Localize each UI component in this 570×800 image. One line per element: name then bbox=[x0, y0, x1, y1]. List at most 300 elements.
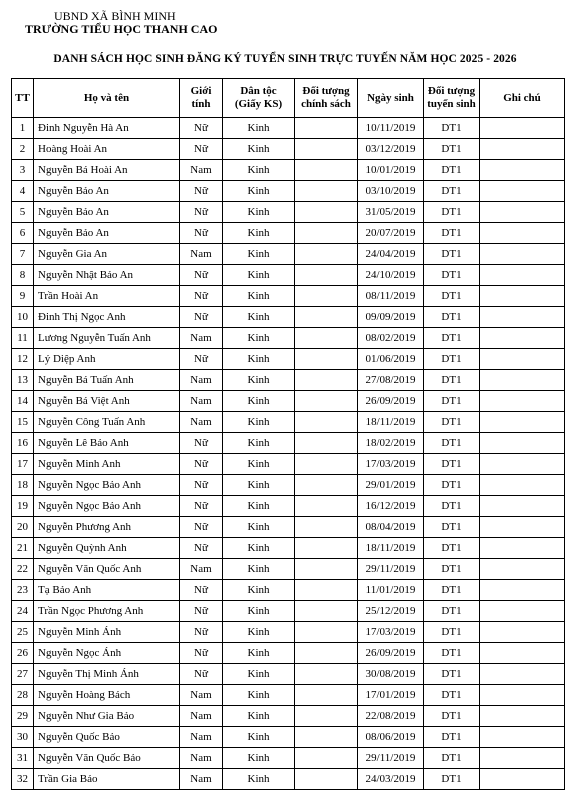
cell-tt: 31 bbox=[12, 748, 34, 769]
column-header-note: Ghi chú bbox=[480, 79, 565, 118]
cell-tt: 18 bbox=[12, 475, 34, 496]
cell-tt: 15 bbox=[12, 412, 34, 433]
cell-name: Nguyễn Bảo An bbox=[34, 202, 180, 223]
table-row bbox=[12, 181, 565, 202]
cell-note bbox=[480, 118, 565, 139]
cell-dob: 17/03/2019 bbox=[358, 622, 424, 643]
cell-policy bbox=[295, 538, 358, 559]
cell-policy bbox=[295, 244, 358, 265]
cell-target: DT1 bbox=[424, 580, 480, 601]
cell-ethnic: Kinh bbox=[223, 454, 295, 475]
cell-name: Nguyễn Bá Tuấn Anh bbox=[34, 370, 180, 391]
cell-target: DT1 bbox=[424, 223, 480, 244]
cell-ethnic: Kinh bbox=[223, 202, 295, 223]
cell-gender: Nữ bbox=[180, 202, 223, 223]
cell-ethnic: Kinh bbox=[223, 160, 295, 181]
cell-dob: 27/08/2019 bbox=[358, 370, 424, 391]
cell-name: Hoàng Hoài An bbox=[34, 139, 180, 160]
cell-gender: Nữ bbox=[180, 223, 223, 244]
cell-note bbox=[480, 349, 565, 370]
cell-ethnic: Kinh bbox=[223, 601, 295, 622]
cell-target: DT1 bbox=[424, 244, 480, 265]
column-header-dob: Ngày sinh bbox=[358, 79, 424, 118]
cell-name: Lý Diệp Anh bbox=[34, 349, 180, 370]
cell-gender: Nữ bbox=[180, 433, 223, 454]
cell-note bbox=[480, 727, 565, 748]
table-row bbox=[12, 643, 565, 664]
table-row bbox=[12, 685, 565, 706]
table-row bbox=[12, 622, 565, 643]
cell-name: Đinh Thị Ngọc Anh bbox=[34, 307, 180, 328]
cell-name: Trần Gia Bảo bbox=[34, 769, 180, 790]
cell-tt: 7 bbox=[12, 244, 34, 265]
cell-gender: Nữ bbox=[180, 181, 223, 202]
cell-tt: 5 bbox=[12, 202, 34, 223]
cell-target: DT1 bbox=[424, 769, 480, 790]
cell-note bbox=[480, 622, 565, 643]
cell-name: Nguyễn Văn Quốc Bảo bbox=[34, 748, 180, 769]
table-row bbox=[12, 412, 565, 433]
cell-note bbox=[480, 160, 565, 181]
table-row bbox=[12, 328, 565, 349]
cell-note bbox=[480, 685, 565, 706]
cell-name: Nguyễn Ngọc Bảo Anh bbox=[34, 475, 180, 496]
cell-target: DT1 bbox=[424, 328, 480, 349]
cell-target: DT1 bbox=[424, 391, 480, 412]
cell-ethnic: Kinh bbox=[223, 307, 295, 328]
cell-dob: 16/12/2019 bbox=[358, 496, 424, 517]
cell-policy bbox=[295, 496, 358, 517]
cell-policy bbox=[295, 286, 358, 307]
cell-tt: 22 bbox=[12, 559, 34, 580]
cell-dob: 18/11/2019 bbox=[358, 538, 424, 559]
cell-policy bbox=[295, 685, 358, 706]
cell-name: Nguyễn Ngọc Ánh bbox=[34, 643, 180, 664]
table-row bbox=[12, 370, 565, 391]
cell-ethnic: Kinh bbox=[223, 706, 295, 727]
cell-dob: 03/12/2019 bbox=[358, 139, 424, 160]
table-row bbox=[12, 139, 565, 160]
cell-ethnic: Kinh bbox=[223, 475, 295, 496]
cell-name: Nguyễn Ngọc Bảo Anh bbox=[34, 496, 180, 517]
cell-gender: Nữ bbox=[180, 622, 223, 643]
cell-target: DT1 bbox=[424, 748, 480, 769]
cell-name: Nguyễn Văn Quốc Anh bbox=[34, 559, 180, 580]
table-row bbox=[12, 538, 565, 559]
cell-policy bbox=[295, 580, 358, 601]
cell-target: DT1 bbox=[424, 118, 480, 139]
cell-note bbox=[480, 559, 565, 580]
cell-policy bbox=[295, 412, 358, 433]
cell-gender: Nữ bbox=[180, 454, 223, 475]
cell-note bbox=[480, 454, 565, 475]
cell-policy bbox=[295, 118, 358, 139]
cell-policy bbox=[295, 559, 358, 580]
cell-ethnic: Kinh bbox=[223, 139, 295, 160]
cell-gender: Nữ bbox=[180, 601, 223, 622]
cell-note bbox=[480, 706, 565, 727]
cell-note bbox=[480, 475, 565, 496]
cell-note bbox=[480, 244, 565, 265]
cell-ethnic: Kinh bbox=[223, 643, 295, 664]
cell-target: DT1 bbox=[424, 643, 480, 664]
cell-policy bbox=[295, 727, 358, 748]
cell-tt: 20 bbox=[12, 517, 34, 538]
cell-dob: 08/02/2019 bbox=[358, 328, 424, 349]
cell-tt: 10 bbox=[12, 307, 34, 328]
cell-ethnic: Kinh bbox=[223, 727, 295, 748]
cell-ethnic: Kinh bbox=[223, 748, 295, 769]
cell-gender: Nữ bbox=[180, 517, 223, 538]
cell-name: Nguyễn Nhật Bảo An bbox=[34, 265, 180, 286]
column-header-gender: Giới tính bbox=[180, 79, 223, 118]
cell-note bbox=[480, 769, 565, 790]
cell-policy bbox=[295, 601, 358, 622]
cell-dob: 29/01/2019 bbox=[358, 475, 424, 496]
cell-dob: 17/01/2019 bbox=[358, 685, 424, 706]
cell-target: DT1 bbox=[424, 496, 480, 517]
table-row bbox=[12, 769, 565, 790]
cell-target: DT1 bbox=[424, 475, 480, 496]
cell-dob: 01/06/2019 bbox=[358, 349, 424, 370]
cell-note bbox=[480, 496, 565, 517]
cell-name: Nguyễn Công Tuấn Anh bbox=[34, 412, 180, 433]
column-header-tt: TT bbox=[12, 79, 34, 118]
cell-tt: 21 bbox=[12, 538, 34, 559]
table-row bbox=[12, 307, 565, 328]
cell-target: DT1 bbox=[424, 202, 480, 223]
cell-ethnic: Kinh bbox=[223, 433, 295, 454]
column-header-policy: Đối tượng chính sách bbox=[295, 79, 358, 118]
cell-ethnic: Kinh bbox=[223, 265, 295, 286]
cell-name: Lương Nguyễn Tuấn Anh bbox=[34, 328, 180, 349]
cell-dob: 26/09/2019 bbox=[358, 643, 424, 664]
cell-dob: 08/11/2019 bbox=[358, 286, 424, 307]
cell-policy bbox=[295, 391, 358, 412]
cell-policy bbox=[295, 475, 358, 496]
cell-policy bbox=[295, 223, 358, 244]
cell-dob: 24/04/2019 bbox=[358, 244, 424, 265]
cell-dob: 24/10/2019 bbox=[358, 265, 424, 286]
cell-policy bbox=[295, 517, 358, 538]
cell-dob: 29/11/2019 bbox=[358, 748, 424, 769]
cell-target: DT1 bbox=[424, 433, 480, 454]
cell-dob: 10/11/2019 bbox=[358, 118, 424, 139]
cell-target: DT1 bbox=[424, 622, 480, 643]
cell-gender: Nữ bbox=[180, 118, 223, 139]
cell-ethnic: Kinh bbox=[223, 664, 295, 685]
cell-tt: 12 bbox=[12, 349, 34, 370]
cell-target: DT1 bbox=[424, 664, 480, 685]
cell-ethnic: Kinh bbox=[223, 412, 295, 433]
cell-name: Nguyễn Bảo An bbox=[34, 223, 180, 244]
cell-tt: 29 bbox=[12, 706, 34, 727]
cell-tt: 13 bbox=[12, 370, 34, 391]
table-row bbox=[12, 454, 565, 475]
table-row bbox=[12, 244, 565, 265]
cell-policy bbox=[295, 748, 358, 769]
cell-gender: Nam bbox=[180, 160, 223, 181]
cell-gender: Nữ bbox=[180, 475, 223, 496]
cell-dob: 09/09/2019 bbox=[358, 307, 424, 328]
cell-target: DT1 bbox=[424, 538, 480, 559]
cell-target: DT1 bbox=[424, 286, 480, 307]
cell-ethnic: Kinh bbox=[223, 349, 295, 370]
cell-tt: 24 bbox=[12, 601, 34, 622]
cell-gender: Nam bbox=[180, 706, 223, 727]
cell-gender: Nam bbox=[180, 727, 223, 748]
cell-dob: 22/08/2019 bbox=[358, 706, 424, 727]
cell-target: DT1 bbox=[424, 370, 480, 391]
cell-gender: Nữ bbox=[180, 139, 223, 160]
cell-gender: Nữ bbox=[180, 286, 223, 307]
cell-name: Tạ Bảo Anh bbox=[34, 580, 180, 601]
cell-note bbox=[480, 580, 565, 601]
cell-name: Đinh Nguyễn Hà An bbox=[34, 118, 180, 139]
cell-gender: Nữ bbox=[180, 580, 223, 601]
cell-dob: 25/12/2019 bbox=[358, 601, 424, 622]
document-title: DANH SÁCH HỌC SINH ĐĂNG KÝ TUYỂN SINH TRỰC TUYẾN NĂM HỌC 2025 - 2026 bbox=[53, 53, 517, 65]
table-row bbox=[12, 202, 565, 223]
table-row bbox=[12, 160, 565, 181]
cell-target: DT1 bbox=[424, 160, 480, 181]
table-row bbox=[12, 349, 565, 370]
cell-ethnic: Kinh bbox=[223, 223, 295, 244]
school-name: TRƯỜNG TIỂU HỌC THANH CAO bbox=[25, 22, 218, 36]
cell-dob: 30/08/2019 bbox=[358, 664, 424, 685]
cell-policy bbox=[295, 622, 358, 643]
cell-target: DT1 bbox=[424, 139, 480, 160]
cell-dob: 29/11/2019 bbox=[358, 559, 424, 580]
cell-ethnic: Kinh bbox=[223, 118, 295, 139]
cell-policy bbox=[295, 307, 358, 328]
cell-gender: Nữ bbox=[180, 307, 223, 328]
cell-gender: Nữ bbox=[180, 496, 223, 517]
cell-tt: 25 bbox=[12, 622, 34, 643]
cell-name: Nguyễn Gia An bbox=[34, 244, 180, 265]
cell-name: Nguyễn Bá Hoài An bbox=[34, 160, 180, 181]
cell-policy bbox=[295, 454, 358, 475]
cell-note bbox=[480, 517, 565, 538]
cell-gender: Nam bbox=[180, 391, 223, 412]
cell-note bbox=[480, 664, 565, 685]
table-row bbox=[12, 727, 565, 748]
cell-dob: 26/09/2019 bbox=[358, 391, 424, 412]
cell-tt: 11 bbox=[12, 328, 34, 349]
cell-note bbox=[480, 643, 565, 664]
cell-ethnic: Kinh bbox=[223, 181, 295, 202]
cell-note bbox=[480, 286, 565, 307]
cell-name: Nguyễn Bảo An bbox=[34, 181, 180, 202]
cell-note bbox=[480, 328, 565, 349]
cell-dob: 08/06/2019 bbox=[358, 727, 424, 748]
cell-note bbox=[480, 370, 565, 391]
table-row bbox=[12, 286, 565, 307]
cell-gender: Nữ bbox=[180, 664, 223, 685]
cell-policy bbox=[295, 370, 358, 391]
table-row bbox=[12, 223, 565, 244]
table-row bbox=[12, 391, 565, 412]
cell-policy bbox=[295, 433, 358, 454]
cell-note bbox=[480, 139, 565, 160]
cell-policy bbox=[295, 664, 358, 685]
cell-ethnic: Kinh bbox=[223, 244, 295, 265]
cell-target: DT1 bbox=[424, 412, 480, 433]
cell-name: Nguyễn Như Gia Bảo bbox=[34, 706, 180, 727]
cell-gender: Nam bbox=[180, 685, 223, 706]
cell-dob: 10/01/2019 bbox=[358, 160, 424, 181]
cell-ethnic: Kinh bbox=[223, 370, 295, 391]
cell-tt: 3 bbox=[12, 160, 34, 181]
table-row bbox=[12, 118, 565, 139]
cell-ethnic: Kinh bbox=[223, 391, 295, 412]
cell-gender: Nam bbox=[180, 244, 223, 265]
cell-ethnic: Kinh bbox=[223, 538, 295, 559]
table-row bbox=[12, 433, 565, 454]
cell-tt: 19 bbox=[12, 496, 34, 517]
cell-tt: 4 bbox=[12, 181, 34, 202]
cell-dob: 08/04/2019 bbox=[358, 517, 424, 538]
cell-tt: 27 bbox=[12, 664, 34, 685]
cell-name: Nguyễn Lê Bảo Anh bbox=[34, 433, 180, 454]
cell-dob: 17/03/2019 bbox=[358, 454, 424, 475]
cell-tt: 2 bbox=[12, 139, 34, 160]
table-row bbox=[12, 475, 565, 496]
cell-note bbox=[480, 538, 565, 559]
cell-gender: Nam bbox=[180, 559, 223, 580]
cell-target: DT1 bbox=[424, 181, 480, 202]
cell-note bbox=[480, 181, 565, 202]
table-row bbox=[12, 265, 565, 286]
column-header-target: Đối tượng tuyển sinh bbox=[424, 79, 480, 118]
student-table bbox=[11, 78, 565, 790]
cell-target: DT1 bbox=[424, 685, 480, 706]
cell-note bbox=[480, 202, 565, 223]
cell-dob: 18/11/2019 bbox=[358, 412, 424, 433]
cell-dob: 24/03/2019 bbox=[358, 769, 424, 790]
cell-gender: Nữ bbox=[180, 349, 223, 370]
cell-tt: 23 bbox=[12, 580, 34, 601]
cell-ethnic: Kinh bbox=[223, 769, 295, 790]
cell-name: Trần Ngọc Phương Anh bbox=[34, 601, 180, 622]
cell-policy bbox=[295, 349, 358, 370]
cell-policy bbox=[295, 181, 358, 202]
cell-ethnic: Kinh bbox=[223, 496, 295, 517]
cell-tt: 28 bbox=[12, 685, 34, 706]
table-row bbox=[12, 496, 565, 517]
cell-policy bbox=[295, 769, 358, 790]
cell-gender: Nữ bbox=[180, 538, 223, 559]
district-name: UBND XÃ BÌNH MINH bbox=[54, 9, 176, 23]
cell-tt: 8 bbox=[12, 265, 34, 286]
table-row bbox=[12, 706, 565, 727]
cell-gender: Nam bbox=[180, 748, 223, 769]
cell-tt: 9 bbox=[12, 286, 34, 307]
cell-note bbox=[480, 391, 565, 412]
cell-tt: 26 bbox=[12, 643, 34, 664]
table-row bbox=[12, 517, 565, 538]
column-header-ethnic: Dân tộc (Giấy KS) bbox=[223, 79, 295, 118]
cell-policy bbox=[295, 706, 358, 727]
cell-ethnic: Kinh bbox=[223, 685, 295, 706]
table-row bbox=[12, 748, 565, 769]
cell-policy bbox=[295, 265, 358, 286]
cell-note bbox=[480, 307, 565, 328]
cell-ethnic: Kinh bbox=[223, 286, 295, 307]
cell-dob: 18/02/2019 bbox=[358, 433, 424, 454]
cell-target: DT1 bbox=[424, 517, 480, 538]
cell-target: DT1 bbox=[424, 454, 480, 475]
cell-target: DT1 bbox=[424, 265, 480, 286]
cell-tt: 1 bbox=[12, 118, 34, 139]
cell-note bbox=[480, 748, 565, 769]
cell-name: Nguyễn Bá Việt Anh bbox=[34, 391, 180, 412]
cell-name: Nguyễn Quỳnh Anh bbox=[34, 538, 180, 559]
cell-gender: Nữ bbox=[180, 265, 223, 286]
cell-gender: Nữ bbox=[180, 643, 223, 664]
cell-tt: 30 bbox=[12, 727, 34, 748]
table-header-row bbox=[12, 79, 565, 118]
table-row bbox=[12, 559, 565, 580]
cell-ethnic: Kinh bbox=[223, 559, 295, 580]
cell-gender: Nam bbox=[180, 370, 223, 391]
cell-note bbox=[480, 412, 565, 433]
cell-gender: Nam bbox=[180, 769, 223, 790]
cell-dob: 11/01/2019 bbox=[358, 580, 424, 601]
cell-name: Nguyễn Phương Anh bbox=[34, 517, 180, 538]
cell-gender: Nam bbox=[180, 328, 223, 349]
cell-target: DT1 bbox=[424, 601, 480, 622]
cell-tt: 17 bbox=[12, 454, 34, 475]
table-body bbox=[12, 118, 565, 790]
cell-name: Nguyễn Minh Anh bbox=[34, 454, 180, 475]
cell-note bbox=[480, 433, 565, 454]
cell-name: Nguyễn Minh Ánh bbox=[34, 622, 180, 643]
cell-note bbox=[480, 265, 565, 286]
cell-target: DT1 bbox=[424, 307, 480, 328]
cell-ethnic: Kinh bbox=[223, 580, 295, 601]
cell-name: Nguyễn Quốc Bảo bbox=[34, 727, 180, 748]
cell-ethnic: Kinh bbox=[223, 622, 295, 643]
cell-policy bbox=[295, 160, 358, 181]
cell-name: Nguyễn Hoàng Bách bbox=[34, 685, 180, 706]
cell-ethnic: Kinh bbox=[223, 328, 295, 349]
cell-dob: 20/07/2019 bbox=[358, 223, 424, 244]
cell-tt: 32 bbox=[12, 769, 34, 790]
cell-name: Nguyễn Thị Minh Ánh bbox=[34, 664, 180, 685]
cell-tt: 16 bbox=[12, 433, 34, 454]
cell-note bbox=[480, 223, 565, 244]
cell-target: DT1 bbox=[424, 727, 480, 748]
cell-target: DT1 bbox=[424, 349, 480, 370]
cell-target: DT1 bbox=[424, 559, 480, 580]
cell-name: Trần Hoài An bbox=[34, 286, 180, 307]
table-row bbox=[12, 664, 565, 685]
cell-target: DT1 bbox=[424, 706, 480, 727]
cell-policy bbox=[295, 139, 358, 160]
cell-tt: 6 bbox=[12, 223, 34, 244]
cell-ethnic: Kinh bbox=[223, 517, 295, 538]
cell-policy bbox=[295, 643, 358, 664]
cell-dob: 31/05/2019 bbox=[358, 202, 424, 223]
column-header-name: Họ và tên bbox=[34, 79, 180, 118]
table-row bbox=[12, 601, 565, 622]
cell-tt: 14 bbox=[12, 391, 34, 412]
cell-gender: Nam bbox=[180, 412, 223, 433]
cell-policy bbox=[295, 328, 358, 349]
table-row bbox=[12, 580, 565, 601]
cell-dob: 03/10/2019 bbox=[358, 181, 424, 202]
